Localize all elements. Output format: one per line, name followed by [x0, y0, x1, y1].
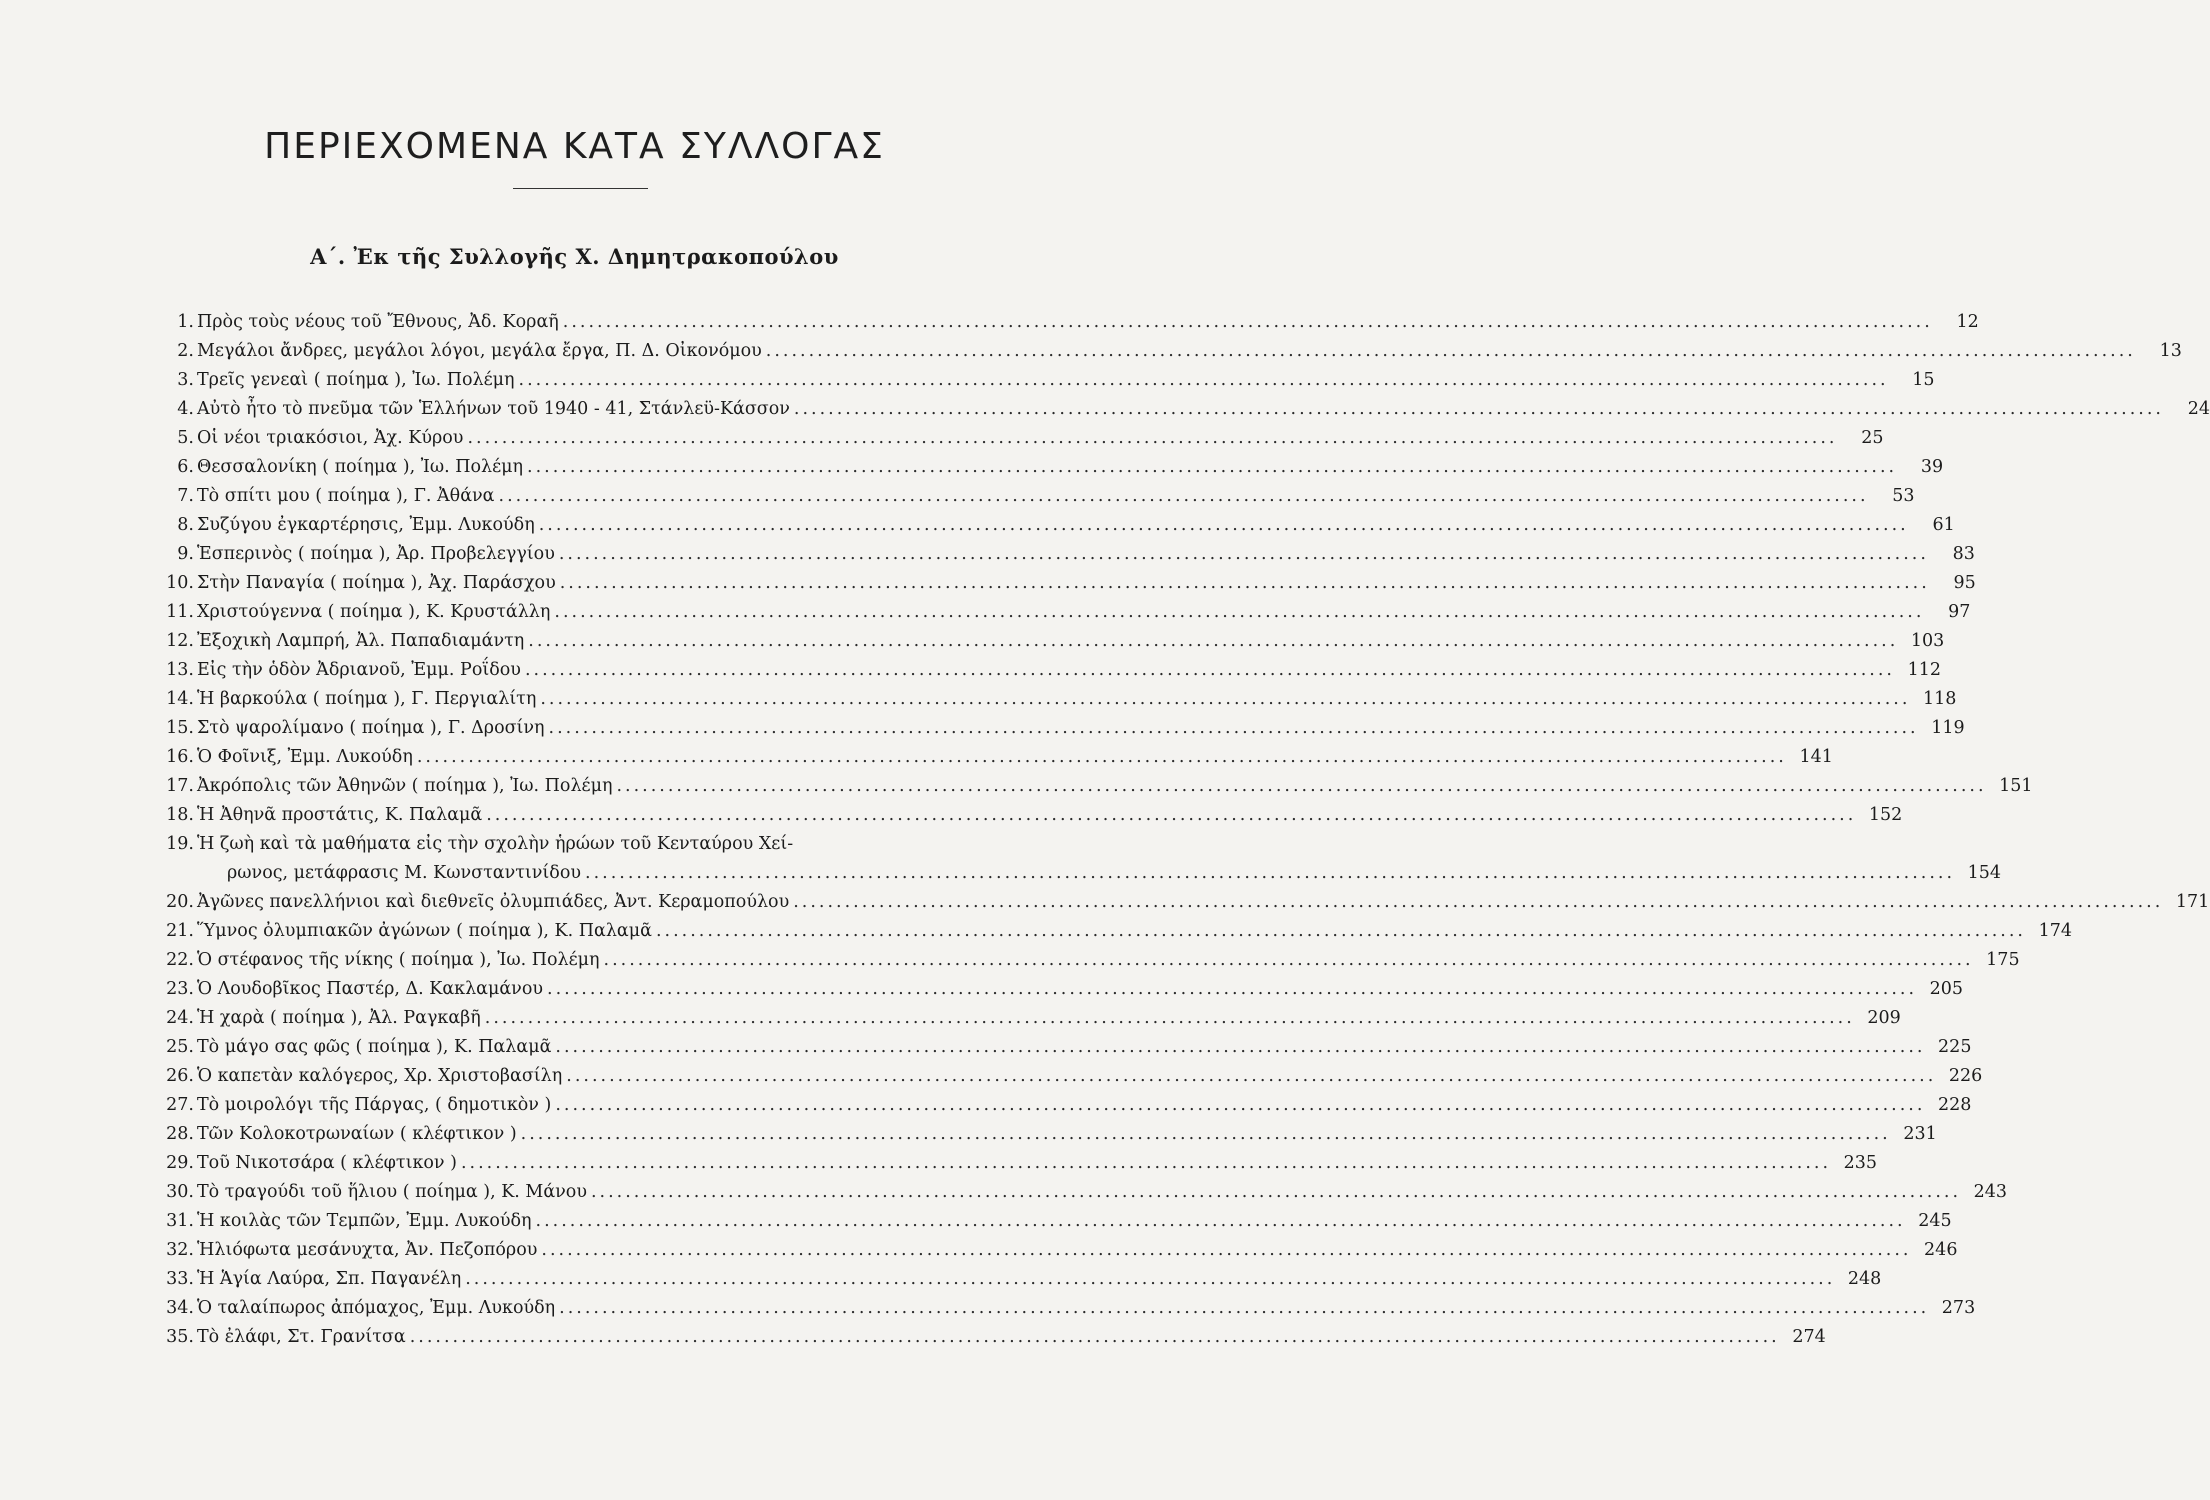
- entry-title: Ἡλιόφωτα μεσάνυχτα, Ἀν. Πεζοπόρου: [197, 1240, 538, 1260]
- dot-leader: [555, 540, 1933, 569]
- entry-number: 5.: [177, 428, 194, 448]
- entry-title: Τὸ μάγο σας φῶς ( ποίημα ), Κ. Παλαμᾶ: [197, 1037, 552, 1057]
- entry-number: 27.: [166, 1095, 194, 1115]
- dot-leader: [535, 511, 1913, 540]
- entry-number: 3.: [177, 370, 194, 390]
- entry-page-number: 171: [2175, 892, 2210, 912]
- toc-entry: [160, 1149, 1878, 1178]
- section-heading: Α΄. Ἐκ τῆς Συλλογῆς Χ. Δημητρακοπούλου: [310, 244, 839, 269]
- entry-page-number: 152: [1868, 805, 1903, 825]
- entry-number: 7.: [177, 486, 194, 506]
- toc-entry: [160, 1033, 1972, 1062]
- entry-title: Στὴν Παναγία ( ποίημα ), Ἀχ. Παράσχου: [197, 573, 556, 593]
- toc-entry: [160, 627, 1945, 656]
- dot-leader: [406, 1323, 1784, 1352]
- toc-entry: [160, 1178, 2008, 1207]
- entry-title: Ἑσπερινὸς ( ποίημα ), Ἀρ. Προβελεγγίου: [197, 544, 555, 564]
- toc-entry: [160, 482, 1915, 511]
- entry-title: Τὸ μοιρολόγι τῆς Πάργας, ( δημοτικὸν ): [197, 1095, 552, 1115]
- toc-entry: [160, 946, 2020, 975]
- entry-number: 13.: [166, 660, 194, 680]
- dot-leader: [550, 598, 1928, 627]
- entry-page-number: 61: [1932, 515, 1955, 535]
- entry-number: 15.: [166, 718, 194, 738]
- entry-number: 10.: [166, 573, 194, 593]
- entry-number: 6.: [177, 457, 194, 477]
- entry-title: Ὁ καπετὰν καλόγερος, Χρ. Χριστοβασίλη: [197, 1066, 563, 1086]
- entry-page-number: 209: [1867, 1008, 1901, 1028]
- entry-number: 16.: [166, 747, 194, 767]
- dot-leader: [555, 1294, 1933, 1323]
- dot-leader: [789, 888, 2167, 917]
- toc-entry: [160, 1294, 1976, 1323]
- entry-page-number: 274: [1792, 1327, 1826, 1347]
- entry-number: 12.: [166, 631, 194, 651]
- entry-title: Ἡ βαρκούλα ( ποίημα ), Γ. Περγιαλίτη: [197, 689, 537, 709]
- dot-leader: [551, 1033, 1929, 1062]
- entry-page-number: 228: [1937, 1095, 1972, 1115]
- entry-title: Οἱ νέοι τριακόσιοι, Ἀχ. Κύρου: [197, 428, 464, 448]
- dot-leader: [559, 308, 1937, 337]
- entry-number: 33.: [166, 1269, 194, 1289]
- entry-title: Ὁ Φοῖνιξ, Ἐμμ. Λυκούδη: [197, 747, 413, 767]
- toc-entry: [160, 1236, 1958, 1265]
- dot-leader: [790, 395, 2168, 424]
- entry-title: Ἡ Ἀθηνᾶ προστάτις, Κ. Παλαμᾶ: [197, 805, 483, 825]
- dot-leader: [556, 569, 1934, 598]
- entry-title: Τρεῖς γενεαὶ ( ποίημα ), Ἰω. Πολέμη: [197, 370, 515, 390]
- entry-number: 28.: [166, 1124, 194, 1144]
- toc-entry: [160, 975, 1964, 1004]
- dot-leader: [524, 627, 1902, 656]
- toc-entry: [160, 424, 1884, 453]
- entry-title: Πρὸς τοὺς νέους τοῦ Ἔθνους, Ἀδ. Κοραῆ: [197, 312, 559, 332]
- entry-title: Ἀκρόπολις τῶν Ἀθηνῶν ( ποίημα ), Ἰω. Πολέμη: [197, 776, 613, 796]
- toc-entry: [160, 656, 1941, 685]
- entry-page-number: 118: [1923, 689, 1957, 709]
- dot-leader: [532, 1207, 1910, 1236]
- entry-page-number: 175: [1986, 950, 2020, 970]
- dot-leader: [461, 1265, 1839, 1294]
- entry-number: 29.: [166, 1153, 194, 1173]
- entry-number: 18.: [166, 805, 194, 825]
- dot-leader: [517, 1120, 1895, 1149]
- dot-leader: [581, 859, 1959, 888]
- dot-leader: [521, 656, 1899, 685]
- entry-number: 21.: [166, 921, 194, 941]
- entry-number: 23.: [166, 979, 194, 999]
- entry-page-number: 151: [1999, 776, 2033, 796]
- entry-page-number: 141: [1799, 747, 1833, 767]
- entry-page-number: 243: [1973, 1182, 2008, 1202]
- dot-leader: [545, 714, 1923, 743]
- entry-page-number: 174: [2038, 921, 2072, 941]
- entry-page-number: 205: [1929, 979, 1964, 999]
- toc-entry: [160, 801, 1903, 830]
- dot-leader: [537, 1236, 1915, 1265]
- entry-title: Ὁ ταλαίπωρος ἀπόμαχος, Ἐμμ. Λυκούδη: [197, 1298, 556, 1318]
- entry-page-number: 154: [1967, 863, 2002, 883]
- toc-entry: [160, 337, 2182, 366]
- entry-page-number: 13: [2159, 341, 2182, 361]
- entry-title: Ἡ χαρὰ ( ποίημα ), Ἀλ. Ραγκαβῆ: [197, 1008, 481, 1028]
- toc-entry: [160, 1207, 1952, 1236]
- dot-leader: [587, 1178, 1965, 1207]
- entry-title: Θεσσαλονίκη ( ποίημα ), Ἰω. Πολέμη: [197, 457, 524, 477]
- entry-page-number: 112: [1907, 660, 1941, 680]
- toc-entry: [160, 308, 1979, 337]
- entry-number: 1.: [177, 312, 194, 332]
- entry-title: Μεγάλοι ἄνδρες, μεγάλοι λόγοι, μεγάλα ἔργα, Π. Δ. Οἰκονόμου: [197, 341, 762, 361]
- entry-number: 2.: [177, 341, 194, 361]
- entry-number: 9.: [177, 544, 194, 564]
- toc-entry: [160, 888, 2210, 917]
- toc-entry: [160, 569, 1976, 598]
- entry-title: Τὸ ἐλάφι, Στ. Γρανίτσα: [197, 1327, 406, 1347]
- entry-number: 26.: [166, 1066, 194, 1086]
- entry-number: 25.: [166, 1037, 194, 1057]
- entry-page-number: 273: [1941, 1298, 1976, 1318]
- entry-number: 24.: [166, 1008, 194, 1028]
- dot-leader: [413, 743, 1791, 772]
- toc-entry: [160, 511, 1955, 540]
- page-title: ΠΕΡΙΕΧΟΜΕΝΑ ΚΑΤΑ ΣΥΛΛΟΓΑΣ: [264, 126, 885, 167]
- entry-page-number: 83: [1952, 544, 1975, 564]
- entry-page-number: 25: [1861, 428, 1884, 448]
- entry-title: Ὕμνος ὀλυμπιακῶν ἀγώνων ( ποίημα ), Κ. Παλαμᾶ: [197, 921, 652, 941]
- entry-title: Αὐτὸ ἦτο τὸ πνεῦμα τῶν Ἑλλήνων τοῦ 1940 - 41, Στάνλεϋ-Κάσσον: [197, 399, 790, 419]
- entry-page-number: 246: [1924, 1240, 1958, 1260]
- title-divider: [513, 188, 648, 189]
- dot-leader: [515, 366, 1893, 395]
- toc-entry: [160, 395, 2210, 424]
- toc-entry: [160, 685, 1957, 714]
- toc-entry: [160, 598, 1971, 627]
- entry-title: Ἐξοχικὴ Λαμπρή, Ἀλ. Παπαδιαμάντη: [197, 631, 525, 651]
- entry-title: Τῶν Κολοκοτρωναίων ( κλέφτικον ): [197, 1124, 517, 1144]
- toc-entry: [160, 743, 1833, 772]
- entry-page-number: 15: [1912, 370, 1935, 390]
- entry-title: Ὁ Λουδοβῖκος Παστέρ, Δ. Κακλαμάνου: [197, 979, 543, 999]
- entry-number: 35.: [166, 1327, 194, 1347]
- entry-title: Ἡ Ἁγία Λαύρα, Σπ. Παγανέλη: [197, 1269, 462, 1289]
- toc-entry: [160, 772, 2033, 801]
- dot-leader: [495, 482, 1873, 511]
- toc-entry: [160, 366, 1935, 395]
- entry-title: Στὸ ψαρολίμανο ( ποίημα ), Γ. Δροσίνη: [197, 718, 545, 738]
- entry-title: Ἀγῶνες πανελλήνιοι καὶ διεθνεῖς ὀλυμπιάδες, Ἀντ. Κεραμοπούλου: [197, 892, 790, 912]
- dot-leader: [536, 685, 1914, 714]
- toc-entry: [160, 540, 1975, 569]
- entry-page-number: 12: [1956, 312, 1979, 332]
- entry-number: 4.: [177, 399, 194, 419]
- entry-page-number: 103: [1910, 631, 1945, 651]
- entry-number: 22.: [166, 950, 194, 970]
- entry-number: 30.: [166, 1182, 194, 1202]
- entry-number: 32.: [166, 1240, 194, 1260]
- dot-leader: [551, 1091, 1929, 1120]
- entry-title: Συζύγου ἐγκαρτέρησις, Ἐμμ. Λυκούδη: [197, 515, 535, 535]
- dot-leader: [523, 453, 1901, 482]
- toc-entry: [160, 1091, 1972, 1120]
- entry-page-number: 235: [1843, 1153, 1878, 1173]
- entry-number: 34.: [166, 1298, 194, 1318]
- entry-page-number: 39: [1920, 457, 1944, 477]
- entry-title: Τὸ τραγούδι τοῦ ἥλιου ( ποίημα ), Κ. Μάνου: [197, 1182, 587, 1202]
- dot-leader: [481, 1004, 1859, 1033]
- entry-page-number: 248: [1847, 1269, 1882, 1289]
- dot-leader: [463, 424, 1841, 453]
- entry-number: 11.: [166, 602, 194, 622]
- entry-page-number: 225: [1938, 1037, 1972, 1057]
- entry-title: Ἡ κοιλὰς τῶν Τεμπῶν, Ἐμμ. Λυκούδη: [197, 1211, 532, 1231]
- toc-entry: [160, 1323, 1826, 1352]
- entry-number: 31.: [166, 1211, 194, 1231]
- dot-leader: [457, 1149, 1835, 1178]
- dot-leader: [543, 975, 1921, 1004]
- entry-title: Χριστούγεννα ( ποίημα ), Κ. Κρυστάλλη: [197, 602, 551, 622]
- entry-title-continued: ρωνος, μετάφρασις Μ. Κωνσταντινίδου: [227, 863, 581, 883]
- entry-number: 17.: [166, 776, 194, 796]
- entry-page-number: 53: [1892, 486, 1915, 506]
- dot-leader: [482, 801, 1860, 830]
- toc-entry: [160, 830, 2002, 888]
- toc-entry: [160, 1265, 1882, 1294]
- entry-title: Ὁ στέφανος τῆς νίκης ( ποίημα ), Ἰω. Πολέμη: [197, 950, 600, 970]
- toc-entry: [160, 1120, 1937, 1149]
- toc-entry: [160, 1062, 1983, 1091]
- entry-number: 14.: [166, 689, 194, 709]
- entry-page-number: 245: [1918, 1211, 1952, 1231]
- entry-number: 19.: [166, 834, 194, 854]
- entry-title: Τοῦ Νικοτσάρα ( κλέφτικον ): [197, 1153, 457, 1173]
- entry-page-number: 24: [2187, 399, 2210, 419]
- toc-entry: [160, 1004, 1901, 1033]
- entry-number: 8.: [177, 515, 194, 535]
- entry-page-number: 226: [1948, 1066, 1983, 1086]
- entry-page-number: 97: [1948, 602, 1971, 622]
- entry-page-number: 231: [1903, 1124, 1937, 1144]
- dot-leader: [612, 772, 1990, 801]
- entry-page-number: 119: [1931, 718, 1965, 738]
- dot-leader: [562, 1062, 1940, 1091]
- entry-page-number: 95: [1953, 573, 1976, 593]
- dot-leader: [652, 917, 2030, 946]
- toc-entry: [160, 714, 1965, 743]
- table-of-contents: [160, 308, 2210, 1352]
- toc-entry: [160, 917, 2072, 946]
- entry-number: 20.: [166, 892, 194, 912]
- dot-leader: [600, 946, 1978, 975]
- entry-title: Ἡ ζωὴ καὶ τὰ μαθήματα εἰς τὴν σχολὴν ἡρώων τοῦ Κενταύρου Χεί-: [197, 834, 794, 854]
- entry-title: Εἰς τὴν ὁδὸν Ἀδριανοῦ, Ἐμμ. Ροΐδου: [197, 660, 521, 680]
- dot-leader: [762, 337, 2140, 366]
- entry-title: Τὸ σπίτι μου ( ποίημα ), Γ. Ἀθάνα: [197, 486, 495, 506]
- toc-entry: [160, 453, 1944, 482]
